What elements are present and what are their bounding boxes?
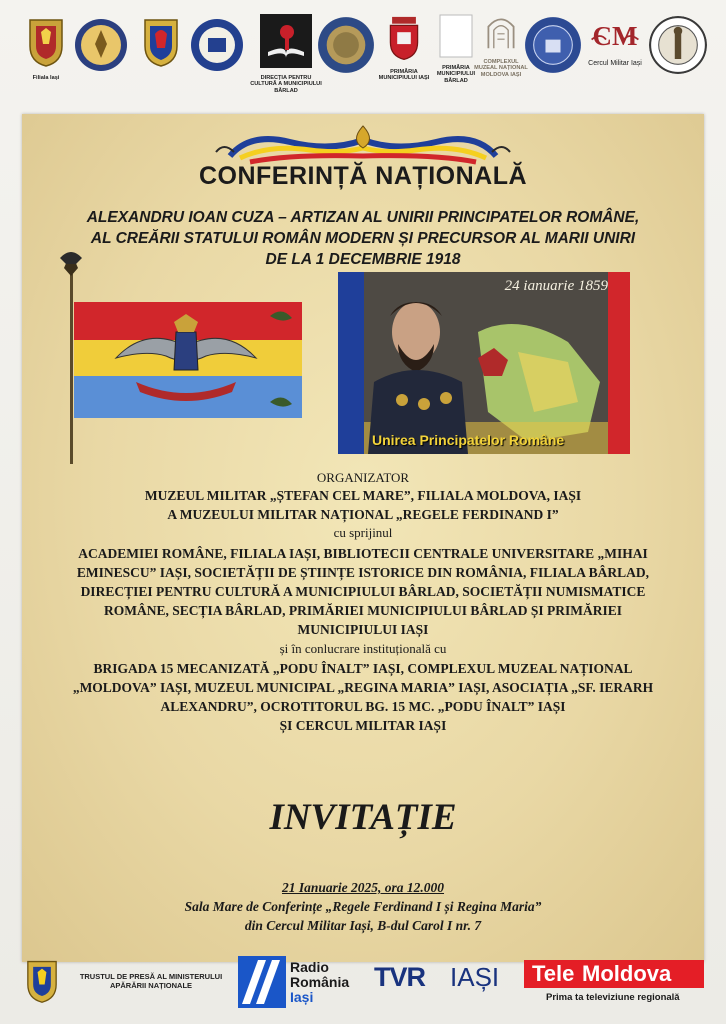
- iasi-city-crest-icon: [387, 16, 421, 62]
- directia-cultura-logo: [250, 14, 322, 94]
- mapn-press-crest-icon: [24, 958, 60, 1004]
- museum-arch-icon: [483, 12, 519, 52]
- university-seal-logo: [188, 18, 246, 77]
- cercul-militar-logo: [584, 18, 646, 67]
- cuza-portrait-image: [338, 272, 630, 454]
- event-details: [22, 878, 704, 935]
- telemoldova-logo: [524, 960, 704, 988]
- top-logo-strip: [14, 12, 714, 112]
- subtitle-line: ALEXANDRU IOAN CUZA – ARTIZAN AL UNIRII PRINCIPATELOR ROMÂNE,: [86, 209, 640, 226]
- bottom-logo-strip: [18, 952, 710, 1016]
- poster-body: [22, 114, 704, 962]
- conference-title: CONFERINȚĂ NAȚIONALĂ: [198, 162, 528, 190]
- logo-caption: COMPLEXUL MUZEAL NAȚIONAL MOLDOVA IAȘI: [474, 59, 528, 78]
- romania-crest-logo: [138, 16, 184, 73]
- cuza-portrait-icon: [338, 272, 630, 454]
- organizer-label: ORGANIZATOR: [316, 470, 410, 485]
- tvr-city: IAȘI: [450, 962, 500, 992]
- partner-line: ALEXANDRU”, OCROTITORUL BG. 15 MC. „PODU ÎNALT” IAȘI: [160, 699, 566, 714]
- military-seal-icon: [74, 18, 128, 72]
- logo-caption: DIRECȚIA PENTRU CULTURĂ A MUNICIPIULUI BÂRLAD: [250, 75, 322, 94]
- romania-crest-icon: [141, 16, 181, 68]
- university-seal-icon: [190, 18, 244, 72]
- moldova-word: Moldova: [582, 961, 672, 986]
- partner-block: [52, 659, 674, 735]
- radio-romania-logo-icon: [238, 956, 286, 1008]
- invitation-heading: INVITAȚIE: [269, 797, 457, 838]
- tvr-logo: TVR: [374, 962, 425, 992]
- subtitle-line: DE LA 1 DECEMBRIE 1918: [265, 251, 461, 268]
- support-line: ROMÂNE, SECȚIA BÂRLAD, PRIMĂRIEI MUNICIPIULUI BÂRLAD ȘI PRIMĂRIEI: [104, 603, 622, 618]
- event-date: 21 Ianuarie 2025, ora 12.000: [281, 880, 445, 895]
- radio-line: România: [290, 974, 350, 990]
- organizer-block: [52, 486, 674, 524]
- filiala-iasi-logo: [20, 16, 72, 81]
- numismatic-seal-icon: [317, 16, 375, 74]
- organizer-line: A MUZEULUI MILITAR NAȚIONAL „REGELE FERDINAND I”: [167, 507, 559, 522]
- filiala-iasi-crest-icon: [26, 16, 66, 68]
- event-address: din Cercul Militar Iași, B-dul Carol I nr. 7: [244, 918, 482, 933]
- radio-romania-name: [290, 960, 349, 1005]
- support-block: [52, 544, 674, 639]
- numismatic-seal-logo: [316, 16, 376, 79]
- organizer-line: MUZEUL MILITAR „ȘTEFAN CEL MARE”, FILIALA MOLDOVA, IAȘI: [144, 488, 582, 503]
- tele-word: Tele: [532, 961, 575, 986]
- barlad-city-crest-icon: [439, 14, 473, 58]
- press-trust-name: TRUSTUL DE PRESĂ AL MINISTERULUI APĂRĂRII NAȚIONALE: [79, 972, 223, 990]
- iasi-blue-seal-logo: [524, 16, 582, 79]
- partner-line: ȘI CERCUL MILITAR IAȘI: [279, 718, 447, 733]
- cuza-image-caption: Unirea Principatelor Române: [372, 432, 565, 448]
- cercul-militar-logo-icon: [586, 18, 644, 54]
- partner-line: „MOLDOVA” IAȘI, MUZEUL MUNICIPAL „REGINA MARIA” IAȘI, ASOCIAȚIA „SF. IERARH: [72, 680, 654, 695]
- historic-flag-image: [56, 246, 306, 466]
- logo-caption: PRIMĂRIA MUNICIPIULUI BÂRLAD: [436, 65, 476, 84]
- support-line: MUNICIPIULUI IAȘI: [297, 622, 429, 637]
- soldier-seal-icon: [649, 16, 707, 74]
- iasi-blue-seal-icon: [524, 16, 582, 74]
- telemoldova-tagline: Prima ta televiziune regională: [546, 992, 680, 1003]
- logo-caption: Filiala Iași: [32, 75, 60, 81]
- iasi-city-logo: [376, 16, 432, 82]
- subtitle-line: AL CREĂRII STATULUI ROMÂN MODERN ȘI PRECURSOR AL MARII UNIRI: [90, 230, 636, 247]
- svg-text:CM: CM: [592, 21, 638, 51]
- partner-line: BRIGADA 15 MECANIZATĂ „PODU ÎNALT” IAȘI, COMPLEXUL MUZEAL NAȚIONAL: [93, 661, 633, 676]
- logo-caption: PRIMĂRIA MUNICIPIULUI IAȘI: [378, 69, 430, 82]
- event-venue: Sala Mare de Conferințe „Regele Ferdinand I și Regina Maria”: [184, 899, 542, 914]
- support-line: EMINESCU” IAȘI, SOCIETĂȚII DE ȘTIINȚE ISTORICE DIN ROMÂNIA, FILIALA BÂRLAD,: [76, 565, 650, 580]
- cuza-image-date: 24 ianuarie 1859: [504, 278, 608, 294]
- military-seal-logo: [72, 18, 130, 77]
- book-logo-icon: [260, 14, 312, 68]
- radio-line: Radio: [290, 959, 329, 975]
- radio-line: Iași: [290, 989, 314, 1005]
- partner-label: și în conlucrare instituțională cu: [279, 641, 447, 656]
- logo-caption: Cercul Militar Iași: [588, 60, 642, 67]
- complexul-muzeal-logo: [474, 12, 528, 78]
- support-line: DIRECȚIEI PENTRU CULTURĂ A MUNICIPIULUI BÂRLAD, SOCIETĂȚII NUMISMATICE: [80, 584, 646, 599]
- support-label: cu sprijinul: [333, 525, 393, 540]
- support-line: ACADEMIEI ROMÂNE, FILIALA IAȘI, BIBLIOTECII CENTRALE UNIVERSITARE „MIHAI: [78, 546, 648, 561]
- soldier-seal-logo: [648, 16, 708, 79]
